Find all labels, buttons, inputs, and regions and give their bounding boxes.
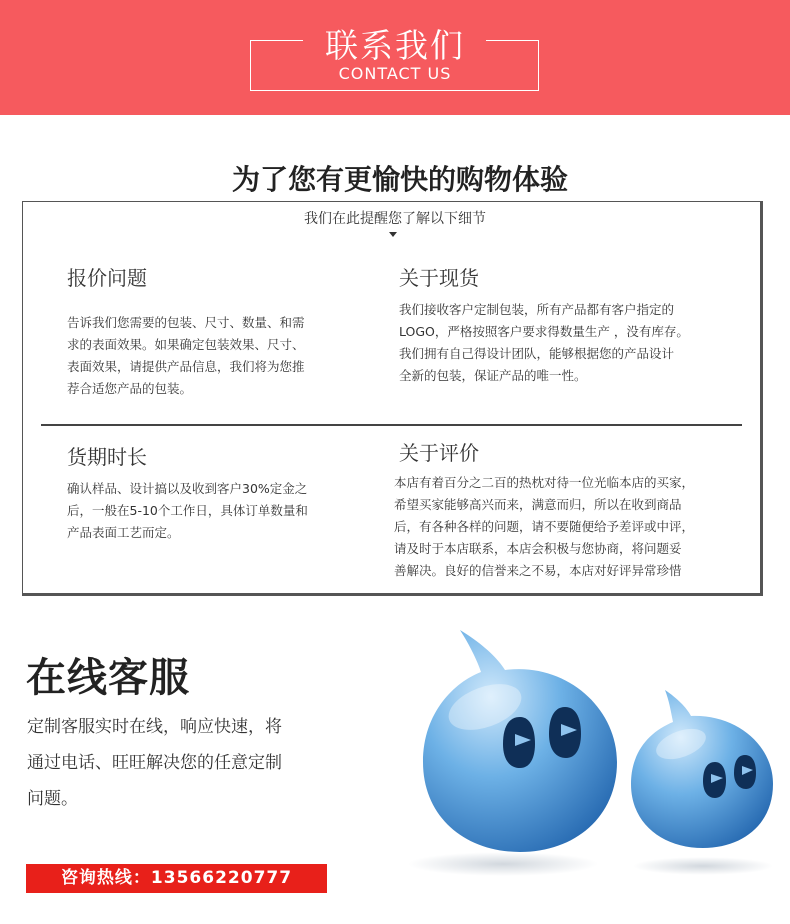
hotline-button[interactable]: 咨询热线：13566220777 xyxy=(26,864,327,893)
main-title: 为了您有更愉快的购物体验 xyxy=(231,163,568,196)
section-text-review: 本店有着百分之二百的热枕对待一位光临本店的买家， 希望买家能够高兴而来，满意而归，所以在收到商品 后，有各种各样的问题，请不要随便给予差评或中评， 请及时于本店联系，本店会积极与您协商，将问题妥 善解决。良好的信誉来之不易，本店对好评异常珍惜 xyxy=(394,475,695,578)
section-text-quote: 告诉我们您需要的包装、尺寸、数量、和需 求的表面效果。如果确定包装效果、尺寸、 表面效果，请提供产品信息，我们将为您推 荐合适您产品的包装。 xyxy=(67,315,305,396)
header-title: 联系我们 xyxy=(325,26,465,65)
section-title-quote: 报价问题 xyxy=(67,266,147,290)
section-title-stock: 关于现货 xyxy=(399,266,479,290)
service-title: 在线客服 xyxy=(26,655,190,701)
caret-down-icon xyxy=(389,232,397,237)
section-title-review: 关于评价 xyxy=(399,441,479,465)
contact-header xyxy=(0,0,790,115)
section-text-stock: 我们接收客户定制包装，所有产品都有客户指定的 LOGO，严格按照客户要求得数量生产 ，没有库存。 我们拥有自己得设计团队，能够根据您的产品设计 全新的包装，保证产品的唯一性。 xyxy=(399,302,689,383)
notice-divider xyxy=(41,424,742,426)
section-title-leadtime: 货期时长 xyxy=(67,445,147,469)
service-description: 定制客服实时在线，响应快速，将 通过电话、旺旺解决您的任意定制 问题。 xyxy=(27,717,282,809)
header-subtitle: CONTACT US xyxy=(338,64,452,83)
notice-hint: 我们在此提醒您了解以下细节 xyxy=(304,211,486,227)
chat-bubble-mascot-icon xyxy=(385,612,785,892)
section-text-leadtime: 确认样品、设计搞以及收到客户30%定金之 后，一般在5-10个工作日，具体订单数量和 产品表面工艺而定。 xyxy=(67,481,308,540)
